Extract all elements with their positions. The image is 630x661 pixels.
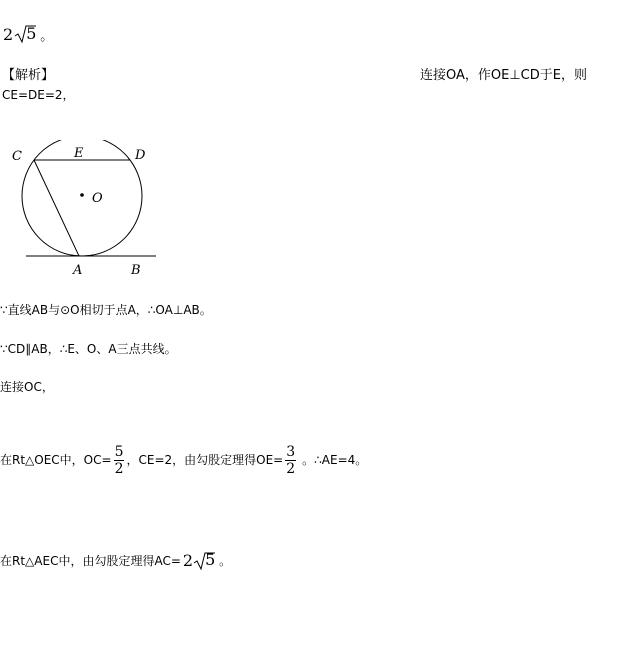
step-triangle-aec <box>0 550 231 572</box>
segment-ca <box>34 160 79 256</box>
geometry-figure <box>0 140 170 280</box>
fraction-oe <box>285 444 296 477</box>
answer-expression <box>3 24 53 44</box>
answer-tail: 。 <box>40 29 54 44</box>
fraction-oe-denominator: 2 <box>286 460 296 477</box>
oec-middle: ，CE=2，由勾股定理得OE= <box>126 453 284 467</box>
fraction-oe-numerator: 3 <box>286 443 296 460</box>
answer-coefficient: 2 <box>3 25 14 44</box>
aec-coefficient: 2 <box>182 551 194 570</box>
analysis-intro-next: CE=DE=2， <box>2 88 75 102</box>
label-a: A <box>73 263 83 278</box>
step-tangent: ∵直线AB与⊙O相切于点A，∴OA⊥AB。 <box>0 303 212 317</box>
analysis-intro-right: 连接OA，作OE⊥CD于E，则 <box>420 68 587 83</box>
label-d: D <box>135 148 146 163</box>
center-point-o <box>80 193 84 197</box>
analysis-heading: 【解析】 <box>2 68 55 83</box>
oec-prefix: 在Rt△OEC中，OC= <box>0 453 112 467</box>
fraction-oc <box>114 444 125 477</box>
step-connect-oc: 连接OC， <box>0 380 54 394</box>
label-o: O <box>92 191 103 206</box>
aec-suffix: 。 <box>219 554 232 568</box>
aec-sqrt <box>193 551 215 571</box>
label-e: E <box>74 146 84 161</box>
fraction-oc-denominator: 2 <box>114 460 124 477</box>
oec-suffix: 。∴AE=4。 <box>302 453 368 467</box>
fraction-oc-numerator: 5 <box>114 443 124 460</box>
label-c: C <box>12 149 22 164</box>
aec-radicand: 5 <box>205 550 216 569</box>
aec-prefix: 在Rt△AEC中，由勾股定理得AC= <box>0 554 181 568</box>
label-b: B <box>131 263 141 278</box>
sqrt-symbol <box>14 24 36 44</box>
step-triangle-oec <box>0 442 367 478</box>
step-collinear: ∵CD∥AB，∴E、O、A三点共线。 <box>0 342 177 356</box>
answer-radicand: 5 <box>26 24 37 43</box>
